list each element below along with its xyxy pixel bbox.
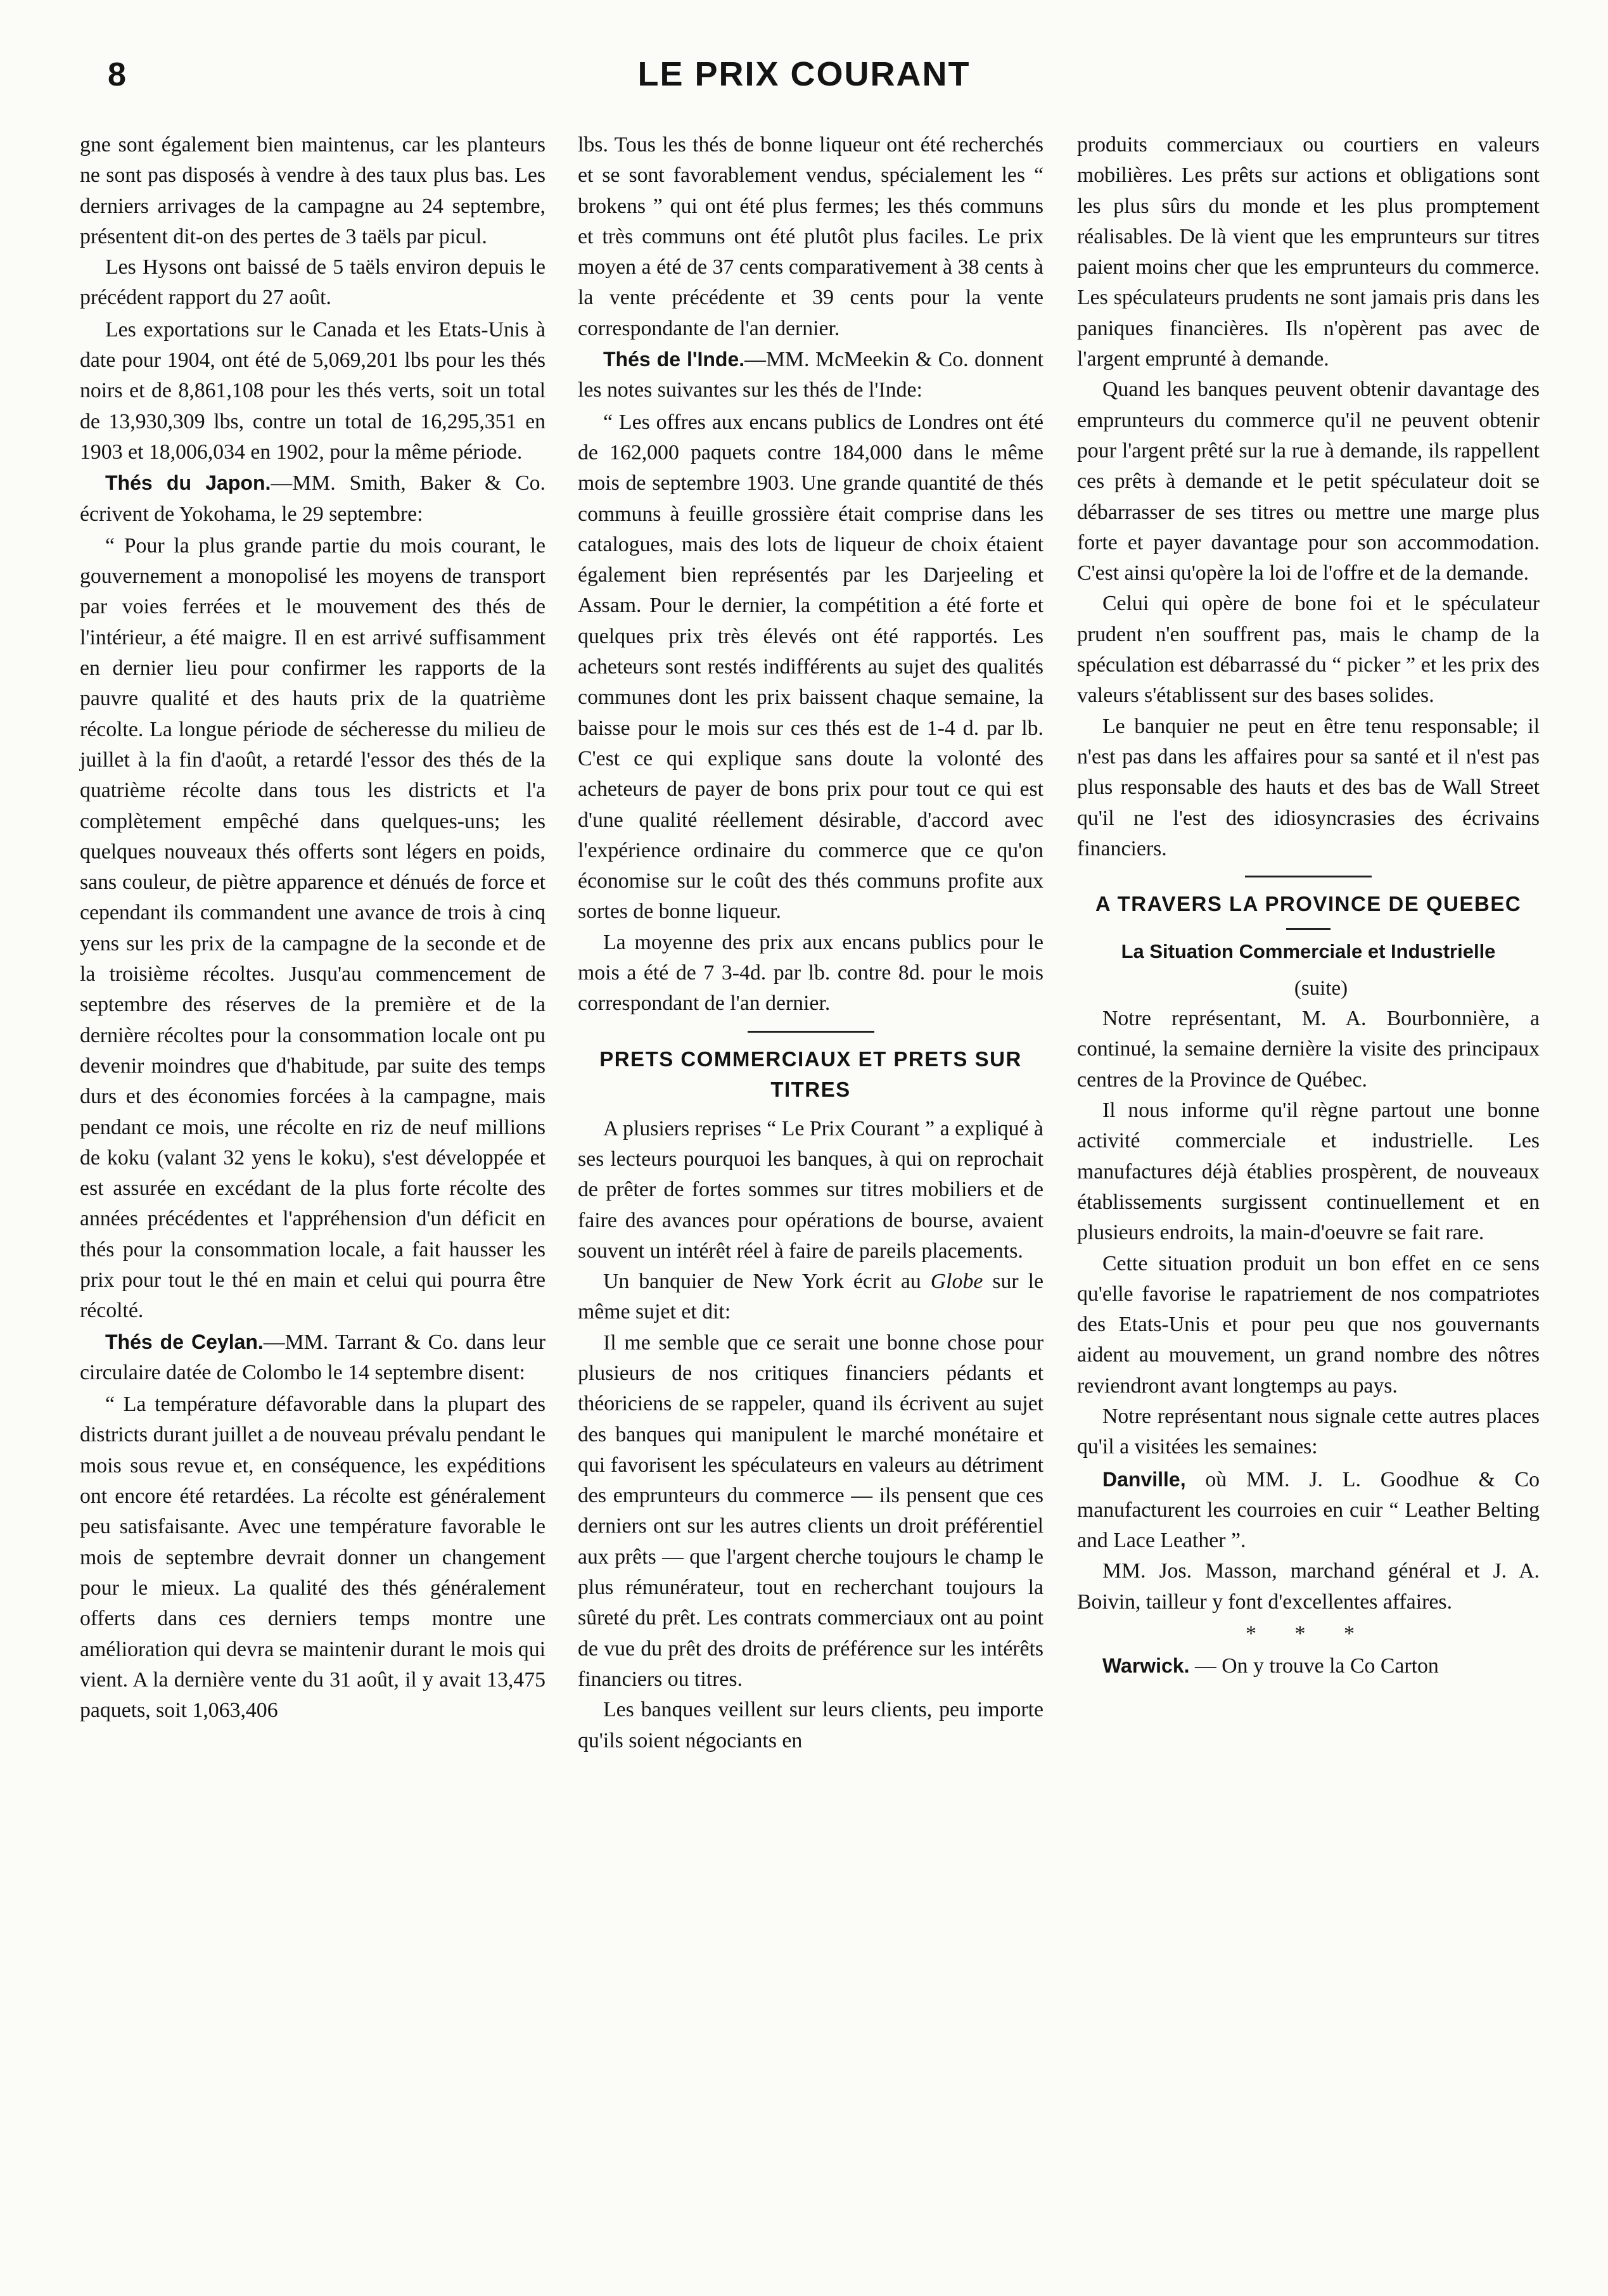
quoted-paragraph: “ La température défavorable dans la plupart des districts durant juillet a de nouveau prévalu pendant le mois sous revue et, en conséquence, les expéditions ont encore été retardées. La récolte est généralement peu satisfaisante. Avec une température favorable le mois de septembre devrait donner un changement pour le mieux. La qualité des thés généralement offerts dans ces derniers temps montre une amélioration qui devra se maintenir durant le mois qui vient. A la dernière vente du 31 août, il y avait 13,475 paquets, soit 1,063,406 — [80, 1393, 546, 1723]
continued-label: (suite) — [1294, 977, 1348, 1000]
asterism: * * * — [1246, 1622, 1371, 1646]
section-subtitle: La Situation Commerciale et Industrielle — [1121, 940, 1496, 963]
run-in-text: — On y trouve la Co Carton — [1189, 1654, 1439, 1678]
paragraph — [80, 1327, 546, 1389]
paragraph: Les exportations sur le Canada et les Etats-Unis à date pour 1904, ont été de 5,069,201 lbs pour les thés noirs et de 8,861,108 pour les thés verts, soit un total de 13,930,309 lbs, contre un total de 16,295,351 en 1903 et 18,006,034 en 1902, pour la même période. — [80, 317, 546, 464]
paragraph: gne sont également bien maintenus, car les planteurs ne sont pas disposés à vendre à des taux plus bas. Les derniers arrivages de la campagne au 24 septembre, présentent dit-on des pertes de 3 taëls par picul. — [80, 133, 546, 248]
run-in-text: —MM. Smith, Baker & Co. écrivent de Yokohama, le 29 septembre: — [80, 471, 546, 526]
paragraph: Il me semble que ce serait une bonne chose pour plusieurs de nos critiques financiers pédants et théoriciens de se rappeler, quand ils écrivent au sujet des banques qui manipulent le marché monétaire et qui favorisent les spéculateurs en valeurs au détriment des emprunteurs du commerce — ils pensent que ces derniers ont sur les autres clients un droit préférentiel aux prêts — que l'argent cherche toujours le champ le plus rémunérateur, tout en recherchant toujours la sûreté du prêt. Les contrats commerciaux ont au point de vue du prêt des droits de préférence sur les intérêts financiers ou titres. — [578, 1330, 1043, 1691]
page-number: 8 — [108, 56, 126, 93]
paragraph — [80, 468, 546, 530]
title-underline — [1286, 928, 1330, 930]
run-in-heading-inde: Thés de l'Inde. — [603, 348, 745, 371]
run-in-text: —MM. Tarrant & Co. dans leur circulaire datée de Colombo le 14 septembre disent: — [80, 1330, 546, 1384]
paragraph — [1077, 1464, 1540, 1557]
paragraph: produits commerciaux ou courtiers en valeurs mobilières. Les prêts sur actions et obligations sont les plus sûrs du monde et les plus promptement réalisables. De là vient que les emprunteurs sur titres paient moins cher que les emprunteurs du commerce. Les spéculateurs prudents ne sont jamais pris dans les paniques financières. Ils n'opèrent pas avec de l'argent emprunté à demande. — [1077, 133, 1540, 371]
run-in-heading-danville: Danville, — [1102, 1467, 1186, 1491]
section-divider — [748, 1031, 874, 1033]
quoted-paragraph: “ Les offres aux encans publics de Londres ont été de 162,000 paquets contre 184,000 dans le même mois de septembre 1903. Une grande quantité de thés communs à feuille grossière était comprise dans les catalogues, mais des lots de liqueur de choix étaient également bien représentés par les Darjeeling et Assam. Pour le dernier, la compétition a été forte et quelques prix très élevés ont été rapportés. Les acheteurs sont restés indifférents au sujet des qualités communes dont les prix baissent chaque semaine, la baisse pour le mois sur ces thés est de 1-4 d. par lb. C'est ce qui explique sans doute la volonté des acheteurs de payer de bons prix pour tout ce qui est d'une qualité réellement désirable, d'accord avec l'expérience ordinaire du commerce que ce qu'on économise sur le coût des thés communs profite aux sortes de bonne liqueur. — [578, 410, 1043, 924]
paragraph: lbs. Tous les thés de bonne liqueur ont été recherchés et se sont favorablement vendus, spécialement les “ brokens ” qui ont été plus fermes; les thés communs et très communs ont été plutôt plus faciles. Le prix moyen a été de 37 cents comparativement à 38 cents à la vente précédente et 39 cents pour la vente correspondante de l'an dernier. — [578, 133, 1043, 340]
paragraph: Le banquier ne peut en être tenu responsable; il n'est pas dans les affaires pour sa santé et il n'est pas plus responsable des hauts et des bas de Wall Street qu'il ne l'est des idiosyncrasies des écrivains financiers. — [1077, 714, 1540, 860]
column-1 — [80, 130, 546, 1726]
page-header — [0, 0, 1608, 127]
section-title-prets: PRETS COMMERCIAUX ET PRETS SUR TITRES — [599, 1047, 1022, 1101]
section-title-province: A TRAVERS LA PROVINCE DE QUEBEC — [1095, 892, 1522, 916]
newspaper-name: Globe — [930, 1270, 983, 1294]
run-in-heading-warwick: Warwick. — [1102, 1654, 1190, 1678]
paragraph: Il nous informe qu'il règne partout une bonne activité commerciale et industrielle. Les manufactures déjà établies prospèrent, de nouveaux établissements surgissent continuellement et en plusieurs endroits, la main-d'oeuvre se fait rare. — [1077, 1099, 1540, 1245]
paragraph — [578, 344, 1043, 406]
paragraph: Notre représentant nous signale cette autres places qu'il a visitées les semaines: — [1077, 1404, 1540, 1459]
journal-title: LE PRIX COURANT — [637, 55, 971, 93]
run-in-heading-japon: Thés du Japon. — [105, 471, 271, 495]
paragraph — [1077, 1650, 1540, 1681]
text-run: Un banquier de New York écrit au — [603, 1270, 931, 1294]
paragraph: Celui qui opère de bone foi et le spéculateur prudent n'en souffrent pas, mais le champ de la spéculation est débarrassé du “ picker ” et les prix des valeurs s'établissent sur des bases solides. — [1077, 592, 1540, 708]
section-divider — [1245, 876, 1372, 877]
paragraph: La moyenne des prix aux encans publics pour le mois a été de 7 3-4d. par lb. contre 8d. pour le mois correspondant de l'an dernier. — [578, 930, 1043, 1016]
quoted-paragraph: “ Pour la plus grande partie du mois courant, le gouvernement a monopolisé les moyens de transport par voies ferrées et le mouvement des thés de l'intérieur, a été maigre. Il en est arrivé suffisamment en dernier lieu pour confirmer les rapports de la pauvre qualité et des hauts prix de la quatrième récolte. La longue période de sécheresse du milieu de juillet à la fin d'août, a retardé l'essor des thés de la quatrième récolte dans tous les districts et l'a complètement empêché dans quelques-uns; les quelques nouveaux thés offerts sont légers en poids, sans couleur, de piètre apparence et dénués de force et cependant ils commandent une avance de trois à cinq yens sur les prix de la campagne de la seconde et de la troisième récoltes. Jusqu'au commencement de septembre des réserves de la première et de la dernière récoltes pour la consommation locale ont pu devenir moindres que d'habitude, par suite des temps durs et des économies forcées à la campagne, mais pendant ce mois, une récolte en riz de neuf millions de koku (valant 32 yens le koku), s'est développée et est assurée en excédant de la plus forte récolte des années précédentes et l'appréhension d'un déficit en thés pour la consommation locale, a fait hausser les prix pour tout le thé en main et celui qui pourra être récolté. — [80, 533, 546, 1323]
paragraph: Les banques veillent sur leurs clients, peu importe qu'ils soient négociants en — [578, 1698, 1043, 1752]
column-3 — [1077, 130, 1540, 1681]
paragraph — [578, 1266, 1043, 1328]
paragraph: Les Hysons ont baissé de 5 taëls environ depuis le précédent rapport du 27 août. — [80, 255, 546, 310]
text-run: sur le même sujet et dit: — [578, 1270, 1043, 1324]
paragraph: Notre représentant, M. A. Bourbonnière, a continué, la semaine dernière la visite des principaux centres de la Province de Québec. — [1077, 1007, 1540, 1092]
run-in-heading-ceylan: Thés de Ceylan. — [105, 1330, 264, 1353]
paragraph: A plusiers reprises “ Le Prix Courant ” a expliqué à ses lecteurs pourquoi les banques, à qui on reprochait de prêter de fortes sommes sur titres mobiliers et de faire des avances pour opérations de bourse, avaient souvent un intérêt réel à faire de pareils placements. — [578, 1116, 1043, 1263]
paragraph: Cette situation produit un bon effet en ce sens qu'elle favorise le rapatriement de nos compatriotes des Etats-Unis et pour peu que nos gouvernants aident au mouvement, un grand nombre des nôtres reviendront avant longtemps au pays. — [1077, 1251, 1540, 1398]
run-in-text: —MM. McMeekin & Co. donnent les notes suivantes sur les thés de l'Inde: — [578, 348, 1043, 402]
paragraph: MM. Jos. Masson, marchand général et J. A. Boivin, tailleur y font d'excellentes affaires. — [1077, 1559, 1540, 1614]
paragraph: Quand les banques peuvent obtenir davantage des emprunteurs du commerce qu'il ne peuvent obtenir pour l'argent prêté sur la rue à demande, ils rappellent ces prêts à demande et le petit spéculateur doit se débarrasser de ses titres ou mettre une marge plus forte et payer davantage pour son accommodation. C'est ainsi qu'opère la loi de l'offre et de la demande. — [1077, 378, 1540, 585]
column-2 — [578, 130, 1043, 1756]
run-in-text: où MM. J. L. Goodhue & Co manufacturent les courroies en cuir “ Leather Belting and Lace Leather ”. — [1077, 1467, 1540, 1553]
